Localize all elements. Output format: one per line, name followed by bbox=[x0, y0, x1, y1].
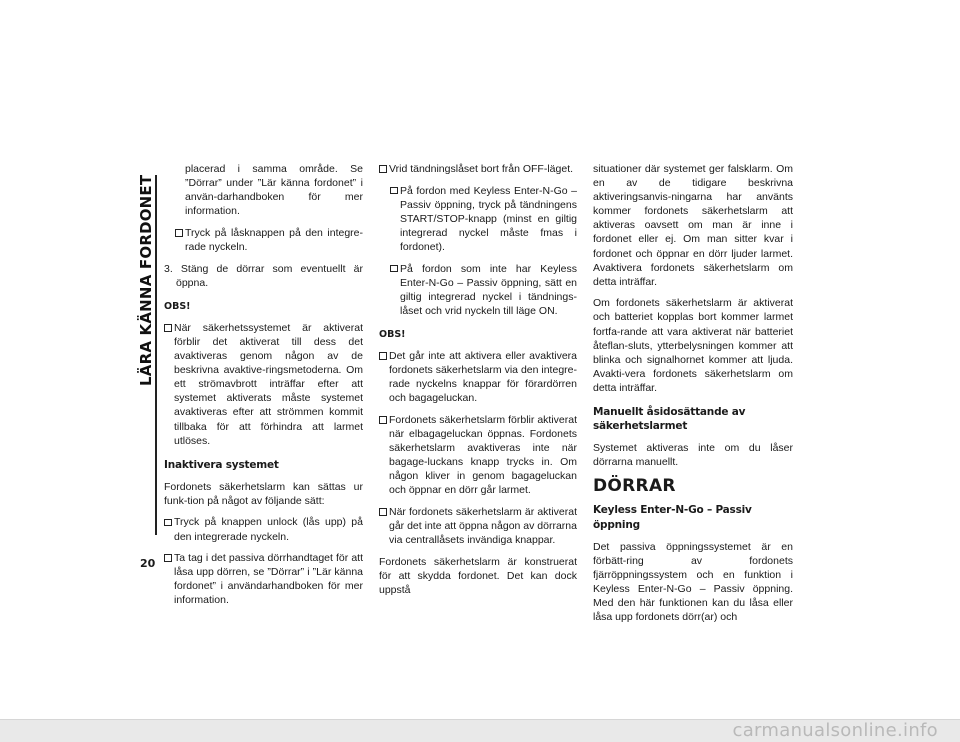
checkbox-bullet-icon bbox=[379, 352, 387, 360]
bullet-central-lock: När fordonets säkerhetslarm är aktiverat går det inte att öppna någon av dörrarna via centrallåsets invändiga knappar. bbox=[379, 505, 577, 547]
paragraph-manual-lock: Systemet aktiveras inte om du låser dörrarna manuellt. bbox=[593, 442, 793, 469]
step-3: 3. Stäng de dörrar som eventuellt är öppna. bbox=[164, 262, 363, 289]
column-3 bbox=[593, 162, 793, 632]
checkbox-bullet-icon bbox=[379, 508, 387, 516]
heading-doors: DÖRRAR bbox=[593, 476, 676, 497]
paragraph-passive-entry: Det passiva öppningssystemet är en förbätt-ring av fordonets fjärröppningssystem och en funktion i Keyless Enter-N-Go – Passiv öppning. Med den här funktionen kan du låsa eller låsa upp fordonets dörr(ar) och bbox=[593, 540, 793, 624]
bullet-non-keyless-vehicles: På fordon som inte har Keyless Enter-N-Go – Passiv öppning, sätt en giltig integrerad nyckel i tändnings-låset och vrid nyckeln till läge ON. bbox=[390, 262, 577, 318]
bullet-keyless-vehicles: På fordon med Keyless Enter-N-Go – Passiv öppning, tryck på tändningens START/STOP-knapp (minst en giltig integrerad nyckel måste fmas i fordonet). bbox=[390, 184, 577, 254]
watermark: carmanualsonline.info bbox=[732, 720, 938, 741]
bullet-liftgate: Fordonets säkerhetslarm förblir aktiverat när elbagageluckan öppnas. Fordonets säkerhetslarm avaktiveras inte när bagage-luckans knapp trycks in. Om någon kliver in genom bagageluckan och öppnar en dörr går larmet. bbox=[379, 413, 577, 498]
chapter-divider-line bbox=[155, 175, 157, 535]
bullet-passive-handle: Ta tag i det passiva dörrhandtaget för att låsa upp dörren, se ”Dörrar” i ”Lär känna fordonet” i användarhandboken för mer information. bbox=[164, 551, 363, 607]
bullet-key-buttons: Det går inte att aktivera eller avaktivera fordonets säkerhetslarm via den integre-rade nyckelns knappar för förardörren och bagageluckan. bbox=[379, 349, 577, 405]
checkbox-bullet-icon bbox=[164, 519, 172, 527]
checkbox-bullet-icon bbox=[390, 265, 398, 273]
note-heading: OBS! bbox=[379, 328, 406, 340]
checkbox-bullet-icon bbox=[390, 187, 398, 195]
bullet-unlock-button: Tryck på knappen unlock (lås upp) på den integrerade nyckeln. bbox=[164, 515, 363, 543]
checkbox-bullet-icon bbox=[164, 324, 172, 332]
paragraph-battery: Om fordonets säkerhetslarm är aktiverat och batteriet kopplas bort kommer larmet fortfa-rande att vara aktiverat när batteriet åteflan-sluts, ytterbelysningen kommer att blinka och signalhornet kommer att ljuda. Avakti-vera fordonets säkerhetslarm om detta inträffar. bbox=[593, 297, 793, 394]
heading-disable-system: Inaktivera systemet bbox=[164, 458, 279, 471]
page-number: 20 bbox=[140, 557, 156, 570]
checkbox-bullet-icon bbox=[379, 416, 387, 424]
bullet-lock-button: Tryck på låsknappen på den integre-rade nyckeln. bbox=[175, 226, 363, 254]
paragraph-disable-intro: Fordonets säkerhetslarm kan sättas ur funk-tion på något av följande sätt: bbox=[164, 480, 363, 507]
heading-keyless-entry: Keyless Enter-N-Go – Passiv öppning bbox=[593, 504, 752, 531]
bullet-ignition: Vrid tändningslåset bort från OFF-läget. bbox=[379, 162, 577, 176]
heading-manual-override: Manuellt åsidosättande av säkerhetslarmet bbox=[593, 406, 746, 433]
paragraph-alarm-design: Fordonets säkerhetslarm är konstruerat för att skydda fordonet. Det kan dock uppstå bbox=[379, 555, 577, 596]
column-2 bbox=[379, 162, 577, 605]
bullet-system-armed: När säkerhetssystemet är aktiverat förblir det aktiverat till dess det avaktiveras genom någon av de beskrivna avaktive-ringsmetoderna. Om ett strömavbrott inträffar efter att systemet aktiverats måste systemet avaktiveras efter att strömmen kommit tillbaka för att förhindra att larmet utlöses. bbox=[164, 321, 363, 448]
chapter-side-title: LÄRA KÄNNA FORDONET bbox=[137, 175, 155, 387]
column-1 bbox=[164, 162, 363, 615]
checkbox-bullet-icon bbox=[164, 554, 172, 562]
footer-bar bbox=[0, 719, 960, 742]
paragraph-false-alarm: situationer där systemet ger falsklarm. Om en av de tidigare beskrivna aktiveringsanvis-ningarna har använts kommer fordonets säkerhetslarm att aktiveras oavsett om man är inne i fordonet eller ej. Om man sitter kvar i fordonet och öppnar en dörr ljuder larmet. Avaktivera fordonets säkerhetslarm om detta inträffar. bbox=[593, 163, 793, 288]
checkbox-bullet-icon bbox=[175, 229, 183, 237]
note-heading: OBS! bbox=[164, 300, 191, 312]
continued-text: placerad i samma område. Se ”Dörrar” under ”Lär känna fordonet” i använ-darhandboken för mer information. bbox=[185, 163, 363, 218]
checkbox-bullet-icon bbox=[379, 165, 387, 173]
